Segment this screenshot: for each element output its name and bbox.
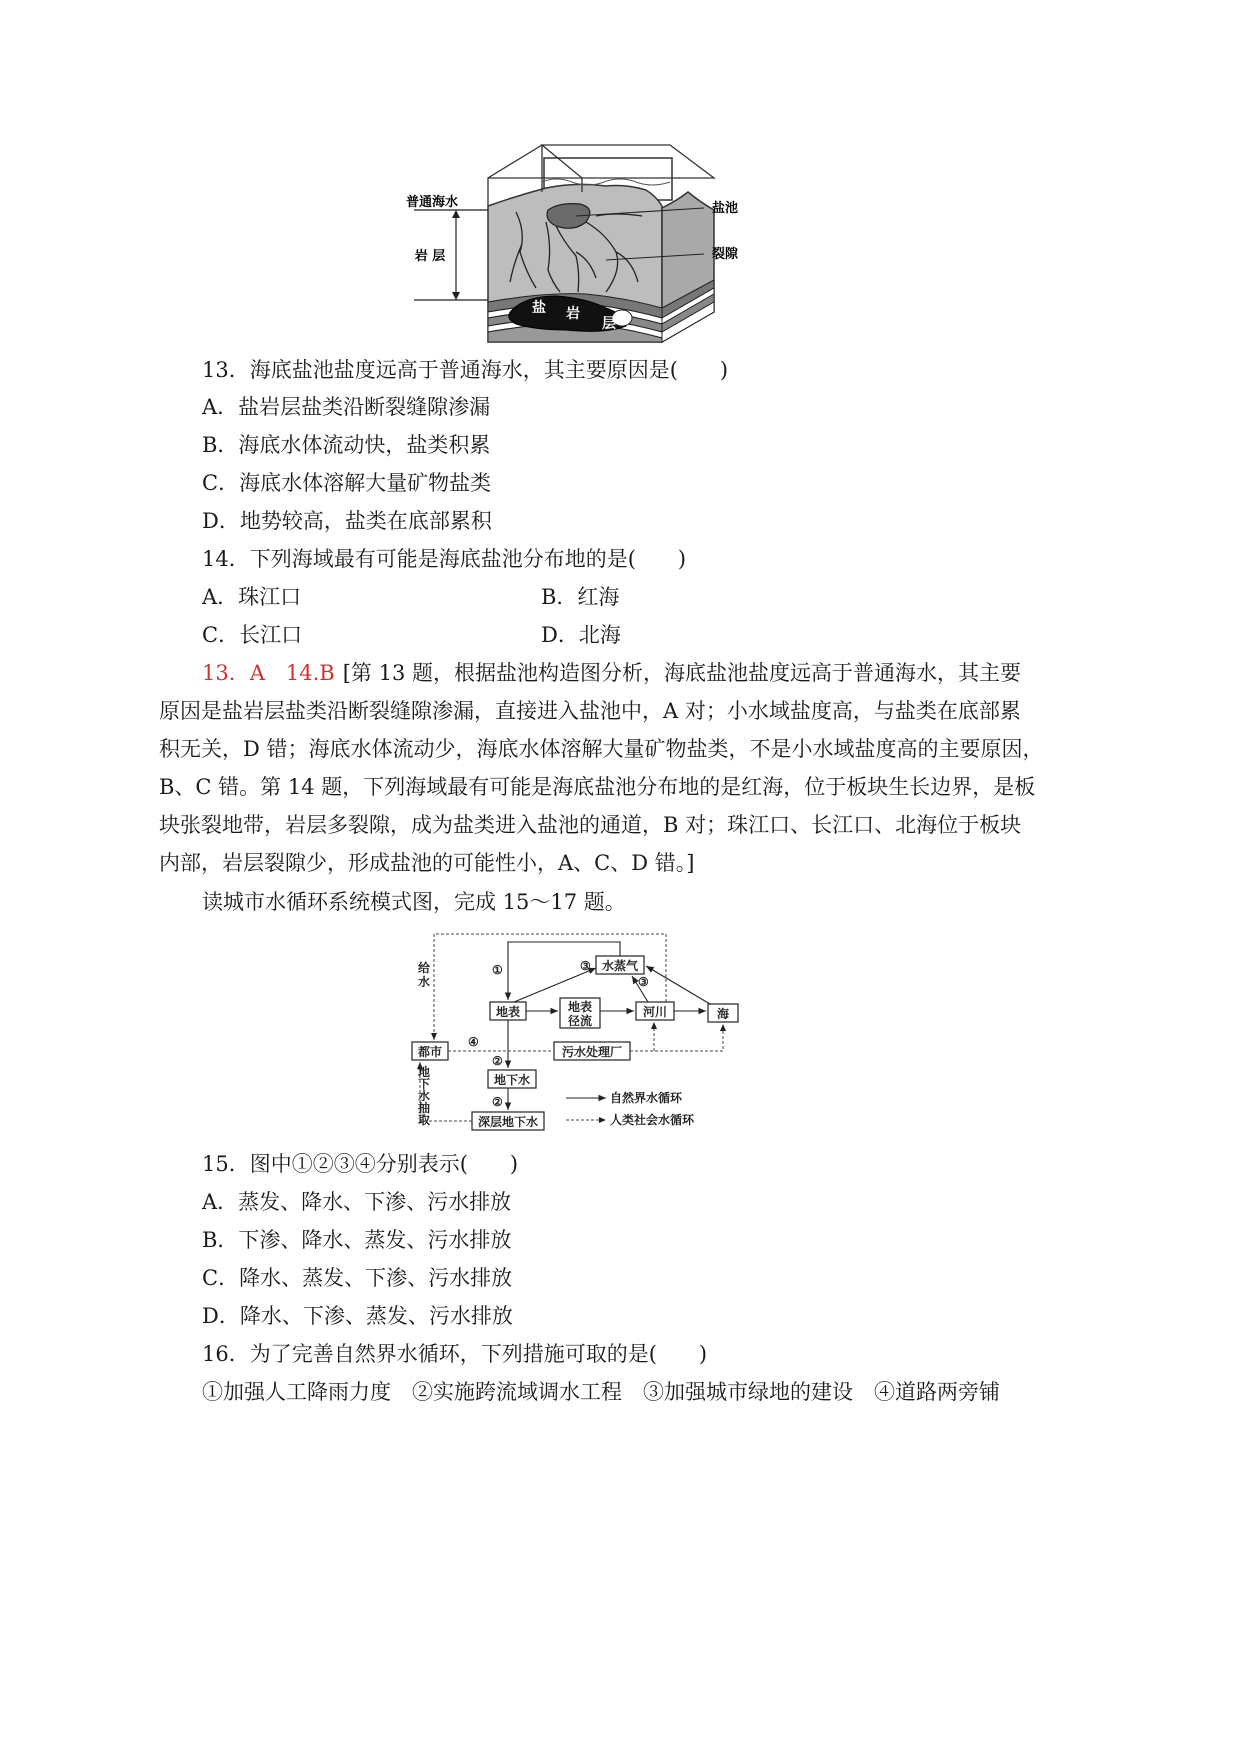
q15-option-b: B．下渗、降水、蒸发、污水排放 xyxy=(202,1228,512,1252)
q14-option-a: A．珠江口 xyxy=(202,585,302,609)
label-fissure: 裂隙 xyxy=(712,247,739,262)
q13-option-c: C．海底水体溶解大量矿物盐类 xyxy=(202,471,492,495)
label-seawater: 普通海水 xyxy=(405,195,459,210)
box-groundwater: 地下水 xyxy=(493,1073,531,1087)
answer-line-6: 内部，岩层裂隙少，形成盐池的可能性小，A、C、D 错。] xyxy=(159,851,695,875)
q15-option-d: D．降水、下渗、蒸发、污水排放 xyxy=(202,1304,513,1328)
q16-options: ①加强人工降雨力度 ②实施跨流域调水工程 ③加强城市绿地的建设 ④道路两旁铺 xyxy=(202,1380,1000,1404)
box-surface: 地表 xyxy=(495,1005,521,1019)
q14-option-b: B．红海 xyxy=(541,585,620,609)
intro-text: 读城市水循环系统模式图，完成 15～17 题。 xyxy=(202,890,626,914)
box-deep-groundwater: 深层地下水 xyxy=(477,1115,539,1129)
label-extract-5: 取 xyxy=(418,1113,431,1127)
label-extract-3: 水 xyxy=(418,1089,431,1103)
q14-option-d: D．北海 xyxy=(541,623,621,647)
q14-stem: 14．下列海域最有可能是海底盐池分布地的是( ) xyxy=(202,547,687,571)
box-city: 都市 xyxy=(417,1045,443,1059)
q15-stem: 15．图中①②③④分别表示( ) xyxy=(202,1152,519,1176)
label-supply-1: 给 xyxy=(418,961,431,975)
answer-line-3: 积无关，D 错；海底水体流动少，海底水体溶解大量矿物盐类，不是小水域盐度高的主要原因， xyxy=(159,737,1044,761)
answer-line-4: B、C 错。第 14 题，下列海域最有可能是海底盐池分布地的是红海，位于板块生长边界，是板 xyxy=(159,775,1036,799)
q15-option-c: C．降水、蒸发、下渗、污水排放 xyxy=(202,1266,513,1290)
box-runoff-2: 径流 xyxy=(567,1014,593,1028)
q14-option-c: C．长江口 xyxy=(202,623,303,647)
answer-key: 13．A 14.B xyxy=(202,661,335,685)
label-supply-2: 水 xyxy=(418,975,431,989)
label-n4: ④ xyxy=(468,1035,479,1049)
label-n1: ① xyxy=(492,963,503,977)
label-n3b: ③ xyxy=(638,975,649,989)
label-extract-2: 下 xyxy=(418,1077,431,1091)
box-runoff-1: 地表 xyxy=(567,1000,593,1014)
q13-option-b: B．海底水体流动快，盐类积累 xyxy=(202,433,491,457)
q15-option-a: A．蒸发、降水、下渗、污水排放 xyxy=(202,1190,512,1214)
box-river: 河川 xyxy=(642,1005,668,1019)
label-rock-layer: 岩 层 xyxy=(414,249,446,264)
label-layer: 层 xyxy=(602,316,616,332)
label-extract-1: 地 xyxy=(418,1065,431,1079)
box-sea: 海 xyxy=(716,1007,730,1021)
water-cycle-diagram xyxy=(410,930,740,1130)
legend-human: 人类社会水循环 xyxy=(610,1113,695,1127)
label-salt: 盐 xyxy=(532,300,546,316)
label-extract-4: 抽 xyxy=(418,1101,431,1115)
box-water-vapor: 水蒸气 xyxy=(601,959,639,973)
answer-line-1 xyxy=(202,658,1021,688)
q13-option-a: A．盐岩层盐类沿断裂缝隙渗漏 xyxy=(202,395,491,419)
label-brine-pool: 盐池 xyxy=(712,201,739,216)
label-n2b: ② xyxy=(492,1095,503,1109)
q16-stem: 16．为了完善自然界水循环，下列措施可取的是( ) xyxy=(202,1342,708,1366)
legend-natural: 自然界水循环 xyxy=(610,1091,683,1105)
answer-line-5: 块张裂地带，岩层多裂隙，成为盐类进入盐池的通道，B 对；珠江口、长江口、北海位于板块 xyxy=(159,813,1022,837)
label-n3: ③ xyxy=(580,959,591,973)
label-rock: 岩 xyxy=(566,306,580,322)
answer-text-1: [第 13 题，根据盐池构造图分析，海底盐池盐度远高于普通海水，其主要 xyxy=(342,661,1021,685)
q13-option-d: D．地势较高，盐类在底部累积 xyxy=(202,509,492,533)
answer-line-2: 原因是盐岩层盐类沿断裂缝隙渗漏，直接进入盐池中，A 对；小水域盐度高，与盐类在底部累 xyxy=(159,699,1021,723)
box-sewage: 污水处理厂 xyxy=(561,1045,623,1059)
label-n2a: ② xyxy=(492,1054,503,1068)
brine-pool-diagram xyxy=(405,152,756,384)
q13-stem: 13．海底盐池盐度远高于普通海水，其主要原因是( ) xyxy=(202,358,729,382)
